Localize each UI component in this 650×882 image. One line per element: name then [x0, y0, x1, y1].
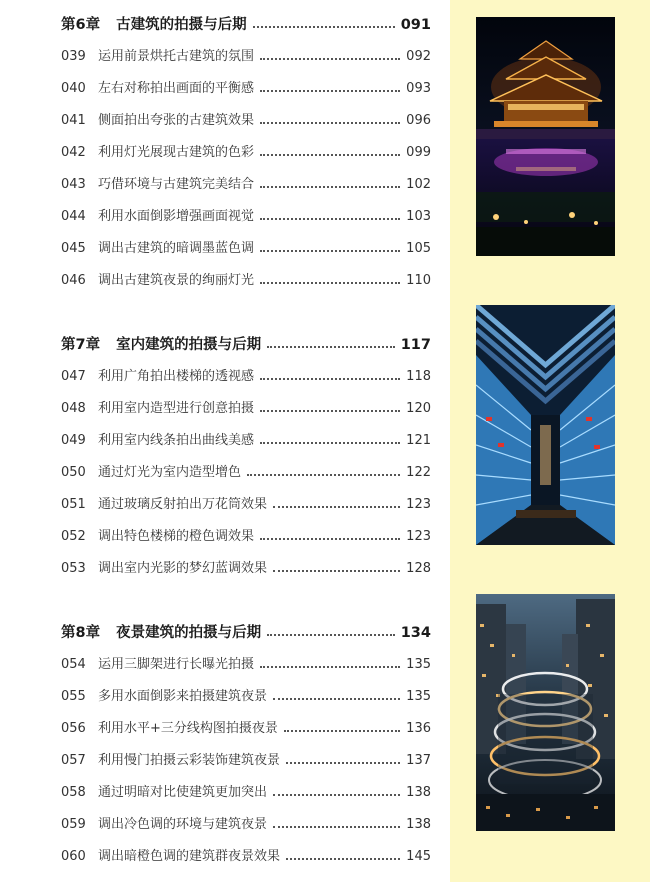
entry-page: 135: [406, 657, 431, 672]
leader-dots: [273, 826, 400, 828]
entry-page: 123: [406, 497, 431, 512]
toc-entry[interactable]: [61, 425, 431, 457]
entry-title: 巧借环境与古建筑完美结合: [98, 177, 255, 192]
leader-dots: [260, 282, 400, 284]
leader-dots: [260, 58, 400, 60]
toc-entry[interactable]: [61, 713, 431, 745]
entry-title: 调出暗橙色调的建筑群夜景效果: [98, 849, 281, 864]
entry-number: 056: [61, 721, 86, 736]
entry-number: 052: [61, 529, 86, 544]
entry-number: 055: [61, 689, 86, 704]
photo-interior-bookstore: [476, 305, 615, 545]
entry-page: 137: [406, 753, 431, 768]
entry-title: 通过玻璃反射拍出万花筒效果: [98, 497, 268, 512]
entry-title: 利用室内造型进行创意拍摄: [98, 401, 255, 416]
leader-dots: [273, 698, 400, 700]
chapter-6: [61, 9, 431, 297]
leader-dots: [260, 378, 400, 380]
chapter-number: 第8章: [61, 625, 101, 641]
entry-page: 136: [406, 721, 431, 736]
toc-entry[interactable]: [61, 681, 431, 713]
toc-entry[interactable]: [61, 521, 431, 553]
entry-title: 调出冷色调的环境与建筑夜景: [98, 817, 268, 832]
chapter-heading[interactable]: [61, 9, 431, 41]
chapter-title: 室内建筑的拍摄与后期: [116, 337, 262, 353]
leader-dots: [267, 634, 395, 636]
entry-title: 利用慢门拍摄云彩装饰建筑夜景: [98, 753, 281, 768]
entry-page: 093: [406, 81, 431, 96]
entry-title: 调出古建筑夜景的绚丽灯光: [98, 273, 255, 288]
leader-dots: [286, 858, 400, 860]
entry-title: 运用前景烘托古建筑的氛围: [98, 49, 255, 64]
toc-entry[interactable]: [61, 457, 431, 489]
toc-entry[interactable]: [61, 489, 431, 521]
entry-page: 128: [406, 561, 431, 576]
entry-title: 利用室内线条拍出曲线美感: [98, 433, 255, 448]
entry-title: 利用灯光展现古建筑的色彩: [98, 145, 255, 160]
chapter-heading[interactable]: [61, 329, 431, 361]
toc-entry[interactable]: [61, 265, 431, 297]
entry-title: 左右对称拍出画面的平衡感: [98, 81, 255, 96]
entry-title: 调出室内光影的梦幻蓝调效果: [98, 561, 268, 576]
entry-number: 040: [61, 81, 86, 96]
entry-number: 043: [61, 177, 86, 192]
entry-number: 044: [61, 209, 86, 224]
chapter-page: 134: [400, 625, 431, 641]
entry-number: 051: [61, 497, 86, 512]
entry-page: 103: [406, 209, 431, 224]
entry-number: 059: [61, 817, 86, 832]
entry-title: 通过灯光为室内造型增色: [98, 465, 242, 480]
leader-dots: [260, 442, 400, 444]
entry-page: 120: [406, 401, 431, 416]
entry-title: 调出古建筑的暗调墨蓝色调: [98, 241, 255, 256]
entry-page: 092: [406, 49, 431, 64]
toc-entry[interactable]: [61, 393, 431, 425]
toc-entry[interactable]: [61, 201, 431, 233]
chapter-heading[interactable]: [61, 617, 431, 649]
toc-entry[interactable]: [61, 361, 431, 393]
entry-page: 110: [406, 273, 431, 288]
entry-page: 105: [406, 241, 431, 256]
chapter-title: 夜景建筑的拍摄与后期: [116, 625, 262, 641]
entry-number: 060: [61, 849, 86, 864]
entry-title: 通过明暗对比使建筑更加突出: [98, 785, 268, 800]
toc-entry[interactable]: [61, 809, 431, 841]
leader-dots: [273, 794, 400, 796]
leader-dots: [247, 474, 400, 476]
leader-dots: [286, 762, 400, 764]
entry-page: 138: [406, 785, 431, 800]
toc-entry[interactable]: [61, 745, 431, 777]
chapter-8: [61, 617, 431, 873]
photo-ancient-building-night: [476, 17, 615, 256]
leader-dots: [260, 186, 400, 188]
entry-number: 054: [61, 657, 86, 672]
toc-entry[interactable]: [61, 649, 431, 681]
entry-number: 057: [61, 753, 86, 768]
leader-dots: [260, 538, 400, 540]
entry-page: 123: [406, 529, 431, 544]
leader-dots: [253, 26, 395, 28]
toc-entry[interactable]: [61, 553, 431, 585]
entry-number: 053: [61, 561, 86, 576]
toc-entry[interactable]: [61, 41, 431, 73]
leader-dots: [260, 218, 400, 220]
leader-dots: [260, 250, 400, 252]
entry-title: 利用水面倒影增强画面视觉: [98, 209, 255, 224]
entry-page: 138: [406, 817, 431, 832]
entry-page: 135: [406, 689, 431, 704]
chapter-number: 第7章: [61, 337, 101, 353]
entry-number: 050: [61, 465, 86, 480]
toc-entry[interactable]: [61, 233, 431, 265]
entry-number: 046: [61, 273, 86, 288]
entry-page: 145: [406, 849, 431, 864]
toc-entry[interactable]: [61, 169, 431, 201]
leader-dots: [273, 506, 400, 508]
entry-title: 多用水面倒影来拍摄建筑夜景: [98, 689, 268, 704]
toc-entry[interactable]: [61, 841, 431, 873]
leader-dots: [260, 666, 400, 668]
chapter-page: 091: [400, 17, 431, 33]
toc-entry[interactable]: [61, 777, 431, 809]
leader-dots: [260, 122, 400, 124]
entry-page: 121: [406, 433, 431, 448]
entry-page: 099: [406, 145, 431, 160]
chapter-number: 第6章: [61, 17, 101, 33]
entry-title: 调出特色楼梯的橙色调效果: [98, 529, 255, 544]
sidebar-panel: [450, 0, 650, 882]
toc-entry[interactable]: [61, 105, 431, 137]
entry-title: 利用水平+三分线构图拍摄夜景: [98, 721, 278, 736]
entry-number: 042: [61, 145, 86, 160]
entry-page: 096: [406, 113, 431, 128]
entry-page: 102: [406, 177, 431, 192]
leader-dots: [260, 410, 400, 412]
entry-number: 045: [61, 241, 86, 256]
toc-entry[interactable]: [61, 73, 431, 105]
leader-dots: [273, 570, 400, 572]
toc-entry[interactable]: [61, 137, 431, 169]
entry-number: 048: [61, 401, 86, 416]
entry-title: 运用三脚架进行长曝光拍摄: [98, 657, 255, 672]
entry-number: 058: [61, 785, 86, 800]
leader-dots: [267, 346, 395, 348]
entry-page: 118: [406, 369, 431, 384]
leader-dots: [260, 154, 400, 156]
chapter-title: 古建筑的拍摄与后期: [116, 17, 247, 33]
photo-night-city-ramp: [476, 594, 615, 831]
chapter-7: [61, 329, 431, 585]
entry-title: 侧面拍出夸张的古建筑效果: [98, 113, 255, 128]
leader-dots: [260, 90, 400, 92]
entry-number: 039: [61, 49, 86, 64]
leader-dots: [284, 730, 400, 732]
entry-number: 049: [61, 433, 86, 448]
entry-number: 041: [61, 113, 86, 128]
entry-number: 047: [61, 369, 86, 384]
entry-page: 122: [406, 465, 431, 480]
chapter-page: 117: [400, 337, 431, 353]
entry-title: 利用广角拍出楼梯的透视感: [98, 369, 255, 384]
